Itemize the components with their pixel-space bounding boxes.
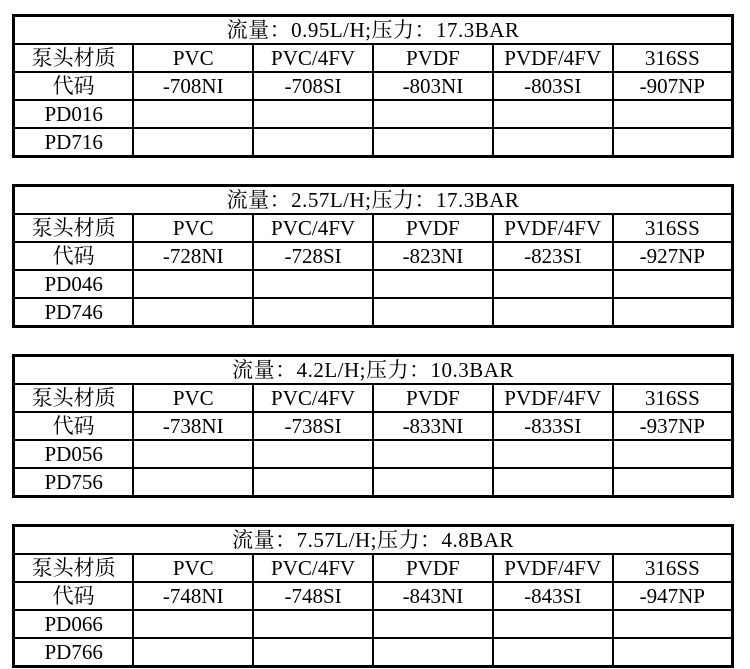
row-label-cell: 代码: [14, 72, 134, 100]
data-cell: [613, 128, 733, 157]
data-cell: [613, 468, 733, 497]
data-cell: -748NI: [133, 582, 253, 610]
data-cell: -803NI: [373, 72, 493, 100]
header-cell: PVDF/4FV: [493, 384, 613, 412]
table-title-row: [14, 526, 733, 555]
table-row: [14, 468, 733, 497]
table-row: [14, 610, 733, 638]
tables-container: [12, 14, 750, 668]
data-cell: [613, 298, 733, 327]
data-cell: -708SI: [253, 72, 373, 100]
data-cell: -907NP: [613, 72, 733, 100]
data-cell: [493, 468, 613, 497]
data-cell: [493, 128, 613, 157]
header-cell: PVC/4FV: [253, 384, 373, 412]
data-cell: [253, 298, 373, 327]
data-cell: [493, 100, 613, 128]
table-header-row: [14, 384, 733, 412]
data-cell: [253, 468, 373, 497]
data-cell: [373, 270, 493, 298]
table-row: [14, 440, 733, 468]
header-cell: PVDF: [373, 554, 493, 582]
spec-table-1: [12, 14, 734, 158]
data-cell: -947NP: [613, 582, 733, 610]
data-cell: -833SI: [493, 412, 613, 440]
table-title: 流量：0.95L/H;压力：17.3BAR: [14, 16, 733, 45]
data-cell: -833NI: [373, 412, 493, 440]
data-cell: [133, 440, 253, 468]
header-cell-material: 泵头材质: [14, 384, 134, 412]
data-cell: [493, 270, 613, 298]
row-label-cell: PD016: [14, 100, 134, 128]
row-label-cell: 代码: [14, 582, 134, 610]
data-cell: [253, 128, 373, 157]
header-cell: PVDF: [373, 214, 493, 242]
data-cell: -708NI: [133, 72, 253, 100]
header-cell: PVDF/4FV: [493, 214, 613, 242]
row-label-cell: PD056: [14, 440, 134, 468]
data-cell: [373, 610, 493, 638]
data-cell: [253, 638, 373, 667]
data-cell: [133, 298, 253, 327]
header-cell: 316SS: [613, 44, 733, 72]
table-title-row: [14, 16, 733, 45]
data-cell: [133, 128, 253, 157]
data-cell: -738NI: [133, 412, 253, 440]
table-header-row: [14, 554, 733, 582]
data-cell: [373, 100, 493, 128]
header-cell: PVDF/4FV: [493, 554, 613, 582]
row-label-cell: PD046: [14, 270, 134, 298]
table-title-row: [14, 186, 733, 215]
data-cell: [613, 270, 733, 298]
data-cell: -748SI: [253, 582, 373, 610]
row-label-cell: 代码: [14, 412, 134, 440]
header-cell: PVC/4FV: [253, 214, 373, 242]
data-cell: -738SI: [253, 412, 373, 440]
data-cell: [613, 638, 733, 667]
table-row: [14, 72, 733, 100]
spec-table-3: [12, 354, 734, 498]
data-cell: [493, 298, 613, 327]
data-cell: -728NI: [133, 242, 253, 270]
data-cell: [613, 610, 733, 638]
data-cell: [133, 100, 253, 128]
data-cell: -843NI: [373, 582, 493, 610]
data-cell: [493, 440, 613, 468]
table-row: [14, 638, 733, 667]
table-title: 流量：2.57L/H;压力：17.3BAR: [14, 186, 733, 215]
header-cell: PVDF/4FV: [493, 44, 613, 72]
data-cell: -803SI: [493, 72, 613, 100]
header-cell: PVDF: [373, 384, 493, 412]
table-row: [14, 298, 733, 327]
data-cell: [493, 638, 613, 667]
table-row: [14, 412, 733, 440]
data-cell: -823NI: [373, 242, 493, 270]
data-cell: [373, 638, 493, 667]
header-cell: PVC: [133, 214, 253, 242]
header-cell: 316SS: [613, 554, 733, 582]
table-row: [14, 100, 733, 128]
data-cell: [133, 638, 253, 667]
row-label-cell: PD716: [14, 128, 134, 157]
spec-table-2: [12, 184, 734, 328]
data-cell: [613, 100, 733, 128]
row-label-cell: PD066: [14, 610, 134, 638]
row-label-cell: PD756: [14, 468, 134, 497]
spec-table-4: [12, 524, 734, 668]
data-cell: [253, 610, 373, 638]
header-cell-material: 泵头材质: [14, 214, 134, 242]
header-cell: PVC: [133, 554, 253, 582]
header-cell: PVC/4FV: [253, 554, 373, 582]
data-cell: [373, 128, 493, 157]
data-cell: -937NP: [613, 412, 733, 440]
data-cell: [373, 298, 493, 327]
table-row: [14, 128, 733, 157]
data-cell: -728SI: [253, 242, 373, 270]
header-cell: 316SS: [613, 384, 733, 412]
data-cell: [253, 440, 373, 468]
data-cell: [133, 270, 253, 298]
header-cell: PVC: [133, 384, 253, 412]
data-cell: [253, 100, 373, 128]
row-label-cell: 代码: [14, 242, 134, 270]
data-cell: [373, 440, 493, 468]
data-cell: -843SI: [493, 582, 613, 610]
data-cell: [253, 270, 373, 298]
data-cell: -927NP: [613, 242, 733, 270]
header-cell: PVC: [133, 44, 253, 72]
table-row: [14, 242, 733, 270]
data-cell: [493, 610, 613, 638]
header-cell-material: 泵头材质: [14, 44, 134, 72]
table-row: [14, 270, 733, 298]
table-header-row: [14, 44, 733, 72]
data-cell: [613, 440, 733, 468]
data-cell: -823SI: [493, 242, 613, 270]
row-label-cell: PD746: [14, 298, 134, 327]
table-title: 流量：7.57L/H;压力：4.8BAR: [14, 526, 733, 555]
table-header-row: [14, 214, 733, 242]
table-row: [14, 582, 733, 610]
header-cell: PVC/4FV: [253, 44, 373, 72]
table-title-row: [14, 356, 733, 385]
data-cell: [133, 468, 253, 497]
header-cell-material: 泵头材质: [14, 554, 134, 582]
table-title: 流量：4.2L/H;压力：10.3BAR: [14, 356, 733, 385]
header-cell: PVDF: [373, 44, 493, 72]
data-cell: [133, 610, 253, 638]
row-label-cell: PD766: [14, 638, 134, 667]
data-cell: [373, 468, 493, 497]
header-cell: 316SS: [613, 214, 733, 242]
